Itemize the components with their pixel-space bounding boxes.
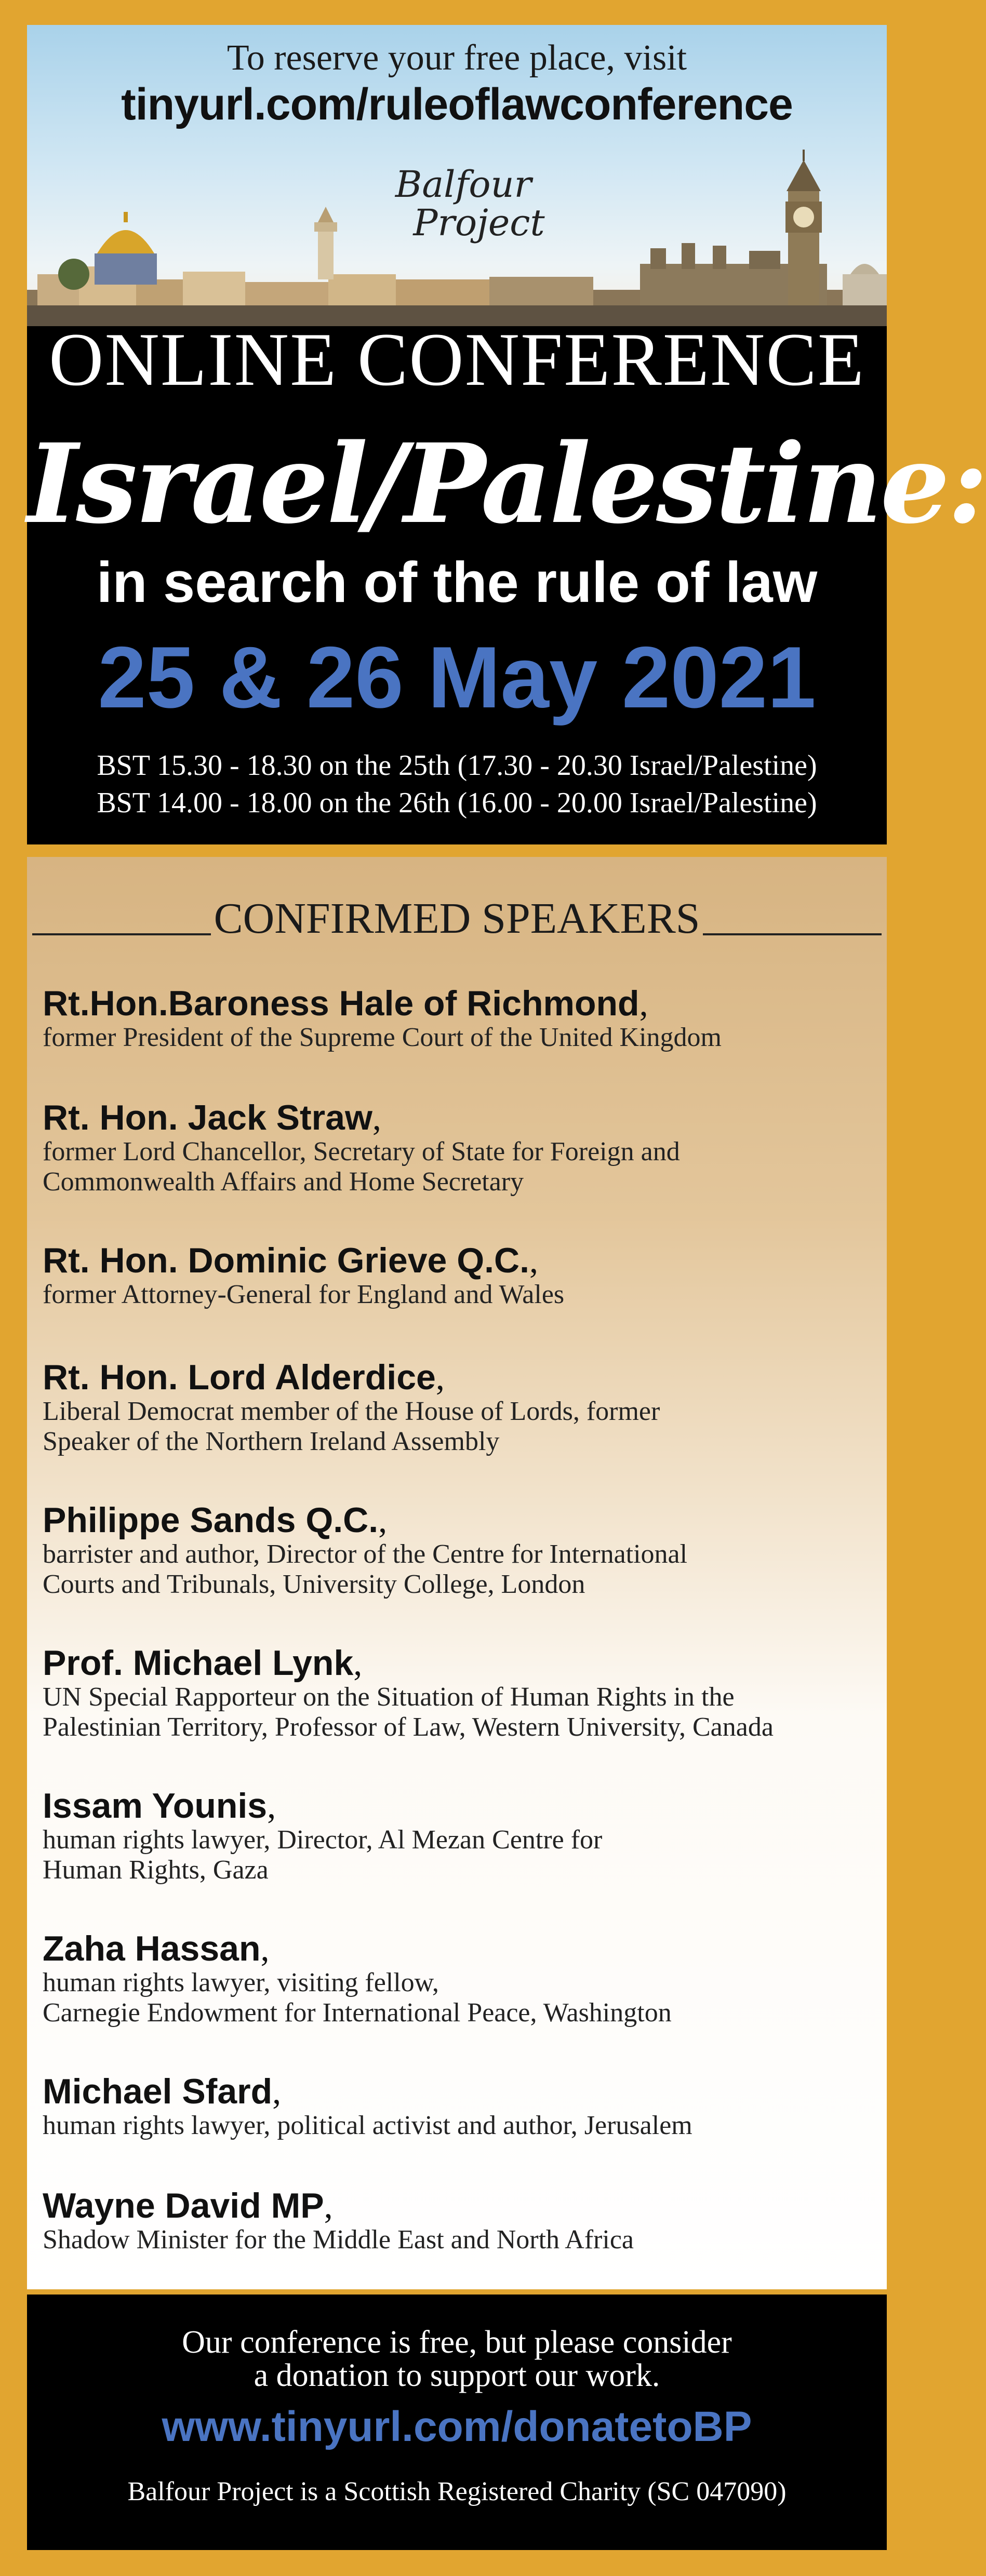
speaker-role: human rights lawyer, visiting fellow, Carnegie Endowment for International Peace, Washington	[43, 1968, 672, 2028]
reserve-text: To reserve your free place, visit	[226, 38, 687, 78]
conference-title: Israel/Palestine:	[27, 420, 986, 548]
time-day-2: BST 14.00 - 18.00 on the 26th (16.00 - 20.00 Israel/Palestine)	[97, 787, 817, 819]
speaker-item: Michael Sfard, human rights lawyer, political activist and author, Jerusalem	[43, 2072, 879, 2141]
charity-notice: Balfour Project is a Scottish Registered Charity (SC 047090)	[127, 2477, 787, 2506]
footer-panel	[27, 2295, 887, 2550]
conference-subtitle: in search of the rule of law	[96, 551, 818, 614]
speaker-item: Rt. Hon. Dominic Grieve Q.C., former Attorney-General for England and Wales	[43, 1241, 879, 1310]
brand-line-2: Project	[413, 202, 545, 244]
speaker-name: Philippe Sands Q.C.	[43, 1500, 379, 1540]
conference-dates: 25 & 26 May 2021	[98, 628, 816, 726]
speaker-name: Issam Younis	[43, 1786, 268, 1826]
speaker-item: Rt. Hon. Jack Straw, former Lord Chancellor, Secretary of State for Foreign and Commonwealth Affairs and Home Secretary	[43, 1098, 879, 1197]
speaker-name: Zaha Hassan	[43, 1929, 261, 1968]
heading-rule-left	[32, 933, 211, 935]
brand-line-1: Balfour	[395, 163, 532, 206]
speaker-item: Issam Younis, human rights lawyer, Director, Al Mezan Centre for Human Rights, Gaza	[43, 1787, 879, 1885]
speaker-role: Shadow Minister for the Middle East and North Africa	[43, 2225, 634, 2255]
speaker-role: UN Special Rapporteur on the Situation of Human Rights in the Palestinian Territory, Professor of Law, Western University, Canada	[43, 1682, 774, 1742]
speaker-item: Wayne David MP, Shadow Minister for the Middle East and North Africa	[43, 2186, 879, 2255]
donate-url-link[interactable]: www.tinyurl.com/donatetoBP	[162, 2403, 752, 2450]
speakers-heading-row	[32, 893, 882, 944]
reserve-url-link[interactable]: tinyurl.com/ruleoflawconference	[121, 79, 793, 129]
conference-label: ONLINE CONFERENCE	[49, 317, 865, 401]
donation-appeal: Our conference is free, but please consider a donation to support our work.	[182, 2325, 732, 2393]
speaker-role: barrister and author, Director of the Centre for International Courts and Tribunals, University College, London	[43, 1539, 688, 1599]
speaker-name: Rt. Hon. Lord Alderdice	[43, 1358, 436, 1397]
balfour-project-logo	[370, 165, 557, 242]
speaker-item: Philippe Sands Q.C., barrister and author, Director of the Centre for International Courts and Tribunals, University College, London	[43, 1501, 879, 1600]
time-day-1: BST 15.30 - 18.30 on the 25th (17.30 - 20.30 Israel/Palestine)	[97, 749, 817, 782]
speaker-item: Prof. Michael Lynk, UN Special Rapporteur on the Situation of Human Rights in the Palestinian Territory, Professor of Law, Western University, Canada	[43, 1644, 879, 1742]
speaker-role: former Lord Chancellor, Secretary of State for Foreign and Commonwealth Affairs and Home Secretary	[43, 1137, 680, 1197]
speaker-item: Rt. Hon. Lord Alderdice, Liberal Democrat member of the House of Lords, former Speaker of the Northern Ireland Assembly	[43, 1358, 879, 1457]
speakers-panel	[27, 857, 887, 2289]
heading-rule-right	[703, 933, 882, 935]
header-panel	[27, 25, 986, 844]
speaker-role: Liberal Democrat member of the House of Lords, former Speaker of the Northern Ireland Assembly	[43, 1397, 660, 1456]
speaker-name: Rt. Hon. Dominic Grieve Q.C.	[43, 1241, 530, 1280]
speaker-role: human rights lawyer, political activist and author, Jerusalem	[43, 2111, 692, 2140]
speaker-item: Rt.Hon.Baroness Hale of Richmond, former President of the Supreme Court of the United Kingdom	[43, 984, 879, 1053]
speaker-name: Michael Sfard	[43, 2072, 273, 2111]
speaker-item: Zaha Hassan, human rights lawyer, visiting fellow, Carnegie Endowment for International Peace, Washington	[43, 1929, 879, 2028]
speaker-name: Prof. Michael Lynk	[43, 1643, 354, 1683]
conference-times	[27, 747, 887, 822]
speaker-name: Wayne David MP	[43, 2186, 324, 2225]
speaker-role: former President of the Supreme Court of the United Kingdom	[43, 1023, 722, 1052]
speaker-name: Rt.Hon.Baroness Hale of Richmond	[43, 984, 639, 1023]
speaker-role: human rights lawyer, Director, Al Mezan Centre for Human Rights, Gaza	[43, 1825, 603, 1885]
speakers-heading: CONFIRMED SPEAKERS	[214, 894, 700, 943]
speaker-name: Rt. Hon. Jack Straw	[43, 1098, 372, 1137]
speaker-role: former Attorney-General for England and Wales	[43, 1280, 565, 1309]
